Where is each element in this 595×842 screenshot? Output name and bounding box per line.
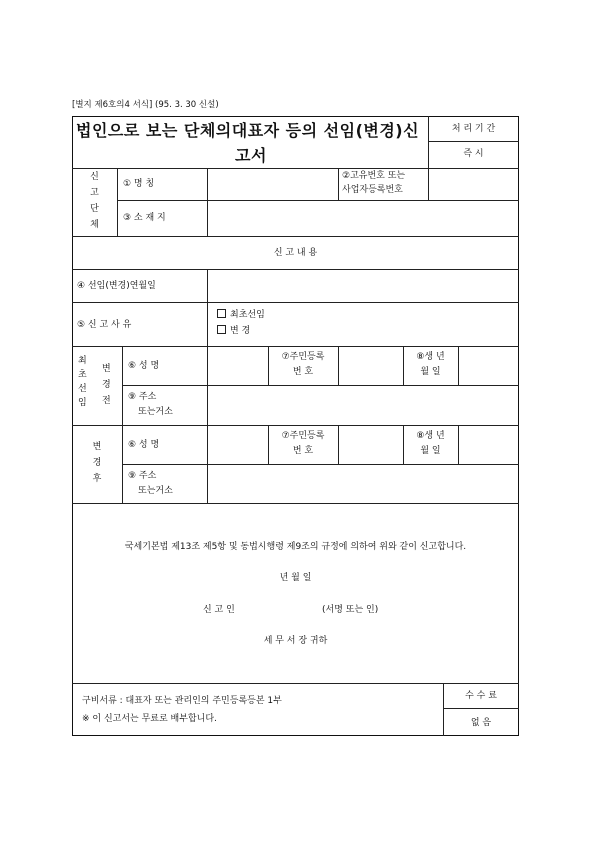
before-address-label-2: 또는거소	[138, 407, 173, 417]
after-address-label-1: ⑨ 주소	[128, 471, 157, 481]
first-group-char-2: 초	[78, 370, 87, 380]
report-reason-label: ⑤ 신 고 사 유	[77, 320, 132, 330]
form-header: [별지 제6호의4 서식] (95. 3. 30 신설)	[72, 100, 219, 110]
checkbox-first-appointment[interactable]	[217, 309, 226, 318]
before-birth-date-label-1: ⑧생 년	[416, 352, 445, 362]
reason-option-first[interactable]: 최초선임	[217, 309, 265, 321]
reporter-group-char-4: 체	[90, 220, 99, 230]
after-birth-date-label-2: 월 일	[420, 446, 441, 456]
before-resident-number-field[interactable]	[339, 347, 402, 384]
date-line: 년 월 일	[279, 573, 312, 583]
org-address-field[interactable]	[208, 201, 518, 235]
appointment-date-label: ④ 선임(변경)연월일	[77, 281, 156, 291]
after-resident-number-field[interactable]	[339, 426, 402, 463]
before-group-char-1: 변	[102, 364, 111, 374]
reporter-group-char-3: 단	[90, 204, 99, 214]
after-name-field[interactable]	[208, 426, 267, 463]
free-distribution-note: ※ 이 신고서는 무료로 배부합니다.	[82, 714, 217, 724]
after-resident-number-label-1: ⑦주민등록	[281, 431, 325, 441]
reporter-group-char-1: 신	[90, 172, 99, 182]
required-documents: 구비서류 : 대표자 또는 관리인의 주민등록등본 1부	[82, 696, 282, 706]
reporter-label: 신 고 인	[203, 605, 235, 615]
after-group-char-3: 후	[92, 474, 102, 484]
appointment-date-field[interactable]	[208, 270, 518, 301]
form-title-line1: 법인으로 보는 단체의대표자 등의 선임(변경)신	[76, 121, 420, 140]
before-name-field[interactable]	[208, 347, 267, 384]
first-group-char-3: 선	[78, 384, 87, 394]
form-title-line2: 고서	[235, 146, 267, 165]
before-group-char-3: 전	[102, 396, 111, 406]
org-address-label: ③ 소 재 지	[123, 213, 166, 223]
before-address-field[interactable]	[208, 386, 518, 424]
before-resident-number-label-1: ⑦주민등록	[281, 352, 325, 362]
before-birth-date-field[interactable]	[459, 347, 518, 384]
before-group-char-2: 경	[102, 380, 111, 390]
org-name-label: ① 명 칭	[123, 179, 155, 189]
after-address-field[interactable]	[208, 465, 518, 502]
first-group-char-4: 임	[78, 398, 87, 408]
fee-label: 수 수 료	[465, 691, 497, 701]
after-name-label: ⑥ 성 명	[128, 440, 160, 450]
content-heading: 신 고 내 용	[273, 248, 318, 258]
after-birth-date-field[interactable]	[459, 426, 518, 463]
declaration-text: 국세기본법 제13조 제5항 및 동법시행령 제9조의 규정에 의하여 위와 같이 신고합니다.	[124, 542, 467, 552]
checkbox-change[interactable]	[217, 325, 226, 334]
registration-number-label-2: 사업자등록번호	[342, 185, 403, 195]
reporter-group-char-2: 고	[90, 188, 99, 198]
reason-option-change[interactable]: 변 경	[217, 325, 250, 337]
registration-number-label-1: ②고유번호 또는	[342, 171, 406, 181]
after-group-char-1: 변	[92, 442, 102, 452]
registration-number-field[interactable]	[429, 169, 518, 199]
first-group-char-1: 최	[78, 356, 87, 366]
addressee: 세 무 서 장 귀하	[263, 636, 328, 646]
before-resident-number-label-2: 번 호	[292, 367, 314, 377]
org-name-field[interactable]	[208, 169, 337, 199]
after-group-char-2: 경	[92, 458, 102, 468]
before-birth-date-label-2: 월 일	[420, 367, 441, 377]
processing-period-value: 즉 시	[463, 149, 484, 159]
signature-note: (서명 또는 인)	[322, 605, 379, 615]
fee-value: 없 음	[470, 718, 492, 728]
after-resident-number-label-2: 번 호	[292, 446, 314, 456]
after-birth-date-label-1: ⑧생 년	[416, 431, 445, 441]
processing-period-label: 처 리 기 간	[451, 124, 496, 134]
after-address-label-2: 또는거소	[138, 486, 173, 496]
before-name-label: ⑥ 성 명	[128, 361, 160, 371]
before-address-label-1: ⑨ 주소	[128, 392, 157, 402]
